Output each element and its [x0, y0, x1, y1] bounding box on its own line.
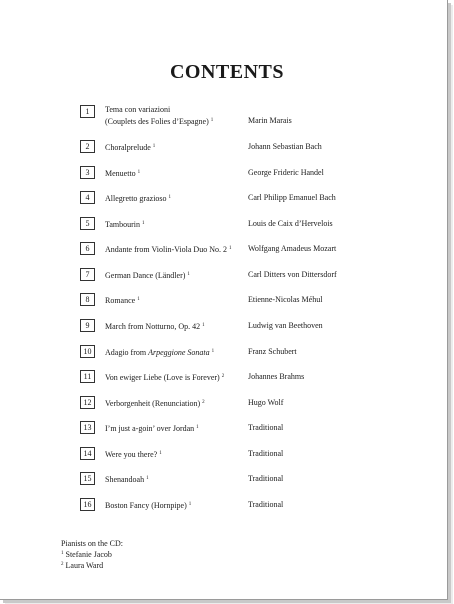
pianist-footnote-mark: 2 [221, 374, 225, 379]
footnote-mark: 2 [61, 562, 64, 567]
footnote-name: Stefanie Jacob [65, 550, 112, 559]
entry-composer: Johannes Brahms [248, 372, 305, 381]
pianist-footnote-mark: 1 [228, 246, 232, 251]
entry-title [105, 294, 140, 306]
entry-title [105, 167, 140, 179]
toc-entry [0, 498, 447, 518]
toc-entry [0, 268, 447, 288]
toc-entry [0, 370, 447, 390]
toc-entry [0, 191, 447, 211]
entry-title-text: Boston Fancy (Hornpipe) [105, 501, 187, 510]
entry-number-box: 14 [80, 447, 95, 460]
entry-title-text: Menuetto [105, 169, 136, 178]
entry-composer: Etienne-Nicolas Méhul [248, 295, 323, 304]
entry-composer: Traditional [248, 500, 284, 509]
entry-composer: Traditional [248, 449, 284, 458]
entry-title [105, 269, 190, 281]
entry-number-box: 15 [80, 472, 95, 485]
pianist-footnote-mark: 1 [210, 118, 214, 123]
toc-entry [0, 217, 447, 237]
pianist-footnote-mark: 1 [187, 272, 190, 277]
entry-title [105, 141, 155, 153]
footnote-item [61, 560, 123, 571]
toc-entry [0, 447, 447, 467]
entry-number-box: 12 [80, 396, 95, 409]
pianist-footnote-mark: 2 [202, 400, 205, 405]
pianist-footnote-mark: 1 [211, 349, 215, 354]
entry-title [105, 422, 199, 434]
page-title: CONTENTS [169, 61, 285, 83]
entry-composer: Johann Sebastian Bach [248, 142, 322, 151]
pianist-footnote-mark: 1 [152, 144, 156, 149]
entry-title-text: Tambourin [105, 220, 140, 229]
pianist-footnote-mark: 1 [196, 425, 199, 430]
entry-title-text: Von ewiger Liebe (Love is Forever) [105, 373, 220, 382]
entry-title-text: March from Notturno, Op. 42 [105, 322, 201, 331]
entry-title [105, 243, 231, 255]
entry-title [105, 371, 224, 383]
toc-entry [0, 319, 447, 339]
entry-number-box: 6 [80, 242, 95, 255]
entry-title [105, 499, 191, 511]
toc-entry [0, 140, 447, 160]
footnotes-heading: Pianists on the CD: [61, 539, 124, 548]
entry-title-text: Andante from Violin-Viola Duo No. 2 [105, 245, 227, 254]
entry-title-text: Verborgenheit (Renunciation) [105, 399, 201, 408]
pianist-footnote-mark: 1 [188, 502, 192, 507]
entry-composer: Ludwig van Beethoven [248, 321, 323, 330]
entry-title [105, 192, 171, 204]
entry-number-box: 13 [80, 421, 95, 434]
entry-composer: Franz Schubert [248, 347, 297, 356]
footnotes [61, 539, 123, 571]
footnote-item [61, 549, 123, 560]
toc-entry [0, 421, 447, 441]
entry-title-text: Adagio from [105, 348, 149, 357]
entry-title [105, 397, 205, 409]
entry-title [105, 320, 205, 332]
entry-number-box: 5 [80, 217, 95, 230]
entry-composer: Wolfgang Amadeus Mozart [248, 244, 337, 253]
entry-number-box: 2 [80, 140, 95, 153]
entry-number-box: 11 [80, 370, 95, 383]
entry-title [105, 346, 214, 358]
entry-composer: Traditional [248, 423, 284, 432]
entry-composer: Carl Ditters von Dittersdorf [248, 270, 337, 279]
toc-entry [0, 242, 447, 262]
pianist-footnote-mark: 1 [168, 195, 172, 200]
entry-number-box: 7 [80, 268, 95, 281]
entry-title-text: I’m just a-goin’ over Jordan [105, 424, 195, 433]
entry-number-box: 9 [80, 319, 95, 332]
entry-title-text: Shenandoah [105, 475, 145, 484]
entry-number-box: 16 [80, 498, 95, 511]
toc-entry [0, 345, 447, 365]
entry-composer: Marin Marais [248, 116, 292, 125]
pianist-footnote-mark: 1 [137, 297, 140, 302]
entry-composer: Louis de Caix d’Hervelois [248, 219, 333, 228]
entry-title-line: Tema con variazioni [105, 105, 171, 114]
entry-title [105, 448, 162, 460]
entry-number-box: 10 [80, 345, 95, 358]
entry-title-text: Romance [105, 296, 136, 305]
entry-title-text: German Dance (Ländler) [105, 271, 186, 280]
entry-title-text: Were you there? [105, 450, 158, 459]
entry-title [105, 104, 213, 127]
toc-entry [0, 293, 447, 313]
entry-title-text: Allegretto grazioso [105, 194, 167, 203]
entry-number-box: 8 [80, 293, 95, 306]
entry-number-box: 3 [80, 166, 95, 179]
pianist-footnote-mark: 1 [146, 476, 149, 481]
pianist-footnote-mark: 1 [159, 451, 162, 456]
footnote-mark: 1 [61, 551, 64, 556]
pianist-footnote-mark: 1 [142, 221, 145, 226]
entry-title-italic: Arpeggione Sonata [148, 348, 210, 357]
footnote-name: Laura Ward [65, 561, 104, 570]
entry-title-text: Choralprelude [105, 143, 151, 152]
entry-composer: George Frideric Handel [248, 168, 324, 177]
entry-number-box: 4 [80, 191, 95, 204]
entry-composer: Traditional [248, 474, 284, 483]
toc-entry [0, 396, 447, 416]
entry-title-line: (Couplets des Folies d’Espagne) [105, 117, 209, 126]
toc-entry [0, 166, 447, 186]
entry-number-box: 1 [80, 105, 95, 118]
toc-entry [0, 472, 447, 492]
entry-composer: Carl Philipp Emanuel Bach [248, 193, 336, 202]
entry-title [105, 473, 149, 485]
entry-composer: Hugo Wolf [248, 398, 284, 407]
pianist-footnote-mark: 1 [202, 323, 205, 328]
pianist-footnote-mark: 1 [137, 170, 141, 175]
entry-title [105, 218, 145, 230]
toc-entry [0, 105, 447, 125]
